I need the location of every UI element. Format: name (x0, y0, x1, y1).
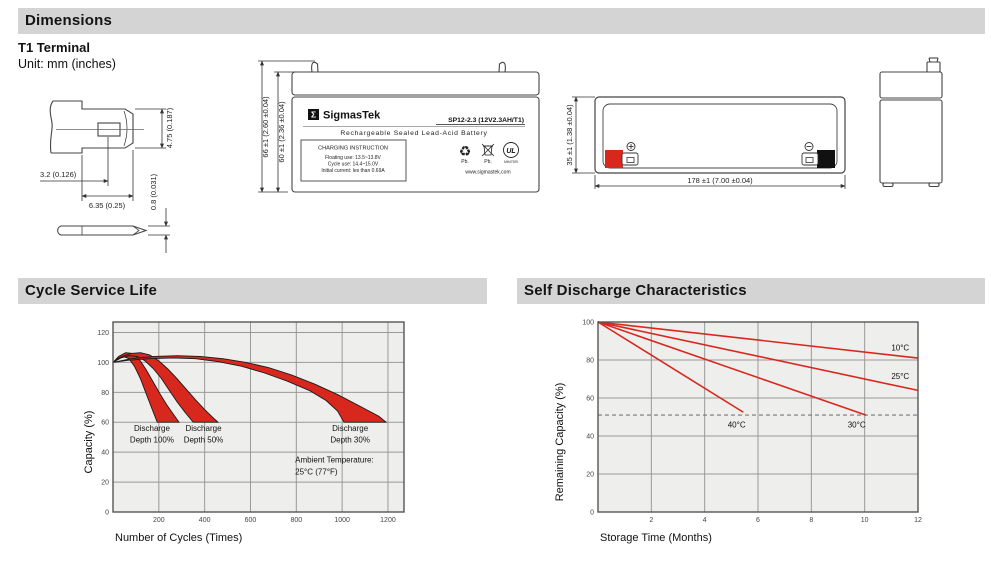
dim-tab-height: 4.75 (0.187) (165, 107, 174, 149)
dim-total-height: 66 ±1 (2.60 ±0.04) (261, 96, 270, 158)
band-label: Depth 50% (183, 435, 224, 445)
battery-top-view (563, 85, 883, 205)
y-tick-label: 60 (101, 419, 109, 427)
section-header-dimensions: Dimensions (18, 8, 985, 34)
band-label: Depth 30% (330, 435, 370, 445)
dim-hole-offset: 3.2 (0.126) (40, 170, 77, 179)
chart-canvas (80, 312, 432, 558)
series-label: 25°C (891, 372, 910, 381)
x-tick-label: 10 (860, 517, 869, 524)
dim-case-height: 60 ±1 (2.36 ±0.04) (277, 101, 286, 163)
y-axis-label: Capacity (%) (83, 410, 95, 474)
battery-front-view (253, 55, 548, 200)
chart-annotation: Ambient Temperature: (295, 455, 374, 465)
chart-annotation: 25°C (77°F) (295, 467, 338, 477)
x-tick-label: 1200 (380, 517, 396, 524)
ul-file-number: MH47929 (504, 160, 518, 164)
dim-thickness: 0.8 (0.031) (149, 173, 158, 211)
x-axis-label: Storage Time (Months) (600, 532, 712, 544)
terminal-type-title: T1 Terminal (18, 40, 91, 55)
y-tick-label: 20 (101, 479, 109, 487)
band-label: Depth 100% (129, 435, 174, 445)
charging-line-2: Cycle use: 14.4~15.0V (327, 161, 379, 168)
x-tick-label: 4 (702, 517, 707, 524)
series-label: 10°C (891, 343, 910, 353)
series-label: 40°C (727, 420, 746, 430)
chart-canvas (545, 312, 947, 558)
end-view-outline (880, 58, 942, 187)
dim-length: 178 ±1 (7.00 ±0.04) (687, 176, 753, 185)
y-tick-label: 20 (586, 471, 594, 479)
product-type: Rechargeable Sealed Lead-Acid Battery (340, 130, 488, 137)
y-tick-label: 80 (101, 389, 109, 397)
y-tick-label: 100 (582, 319, 594, 327)
x-tick-label: 400 (198, 517, 211, 524)
terminal-outline (50, 101, 146, 235)
x-tick-label: 200 (152, 517, 165, 524)
x-tick-label: 600 (244, 517, 257, 524)
terminal-detail-drawing (20, 86, 250, 254)
y-tick-label: 80 (586, 357, 594, 365)
charging-line-1: Floating use: 13.5~13.8V (325, 155, 381, 161)
band-label: Discharge (133, 424, 170, 434)
svg-text:UL: UL (506, 147, 516, 155)
y-tick-label: 100 (97, 359, 109, 367)
self-discharge-chart (545, 312, 947, 558)
band-label: Discharge (332, 424, 369, 434)
y-tick-label: 0 (105, 509, 109, 517)
y-tick-label: 0 (590, 509, 594, 517)
section-header-self-discharge: Self Discharge Characteristics (517, 278, 985, 304)
model-number: SP12-2.3 (12V2.3AH/T1) (448, 117, 524, 124)
y-tick-label: 60 (586, 395, 594, 403)
x-tick-label: 800 (290, 517, 303, 524)
charging-title: CHARGING INSTRUCTION (318, 145, 388, 152)
charging-line-3: Initial current: les than 0.69A (321, 168, 385, 174)
band-label: Discharge (185, 424, 222, 434)
series-label: 30°C (847, 420, 866, 430)
y-tick-label: 40 (101, 449, 109, 457)
brand-logo-icon: Σ (310, 109, 317, 120)
dim-width: 35 ±1 (1.38 ±0.04) (565, 104, 574, 166)
x-tick-label: 12 (914, 517, 922, 524)
x-tick-label: 6 (756, 517, 760, 524)
y-axis-label: Remaining Capacity (%) (554, 382, 566, 502)
unit-note: Unit: mm (inches) (18, 57, 116, 71)
y-tick-label: 120 (97, 329, 109, 337)
svg-text:Pb.: Pb. (484, 159, 492, 165)
cycle-service-life-chart (80, 312, 432, 558)
x-axis-label: Number of Cycles (Times) (115, 532, 243, 544)
terminal-info-block (18, 40, 116, 71)
x-tick-label: 2 (649, 517, 654, 524)
website-text: www.sigmastek.com (465, 169, 511, 176)
brand-name: SigmasTek (323, 109, 381, 122)
svg-text:Pb.: Pb. (461, 159, 469, 165)
y-tick-label: 40 (586, 433, 594, 441)
x-tick-label: 1000 (334, 517, 350, 524)
svg-text:♻: ♻ (458, 143, 472, 159)
dim-tab-width: 6.35 (0.25) (88, 201, 126, 210)
section-header-cycle-service-life: Cycle Service Life (18, 278, 487, 304)
x-tick-label: 8 (809, 517, 814, 524)
battery-end-view (875, 55, 1000, 195)
